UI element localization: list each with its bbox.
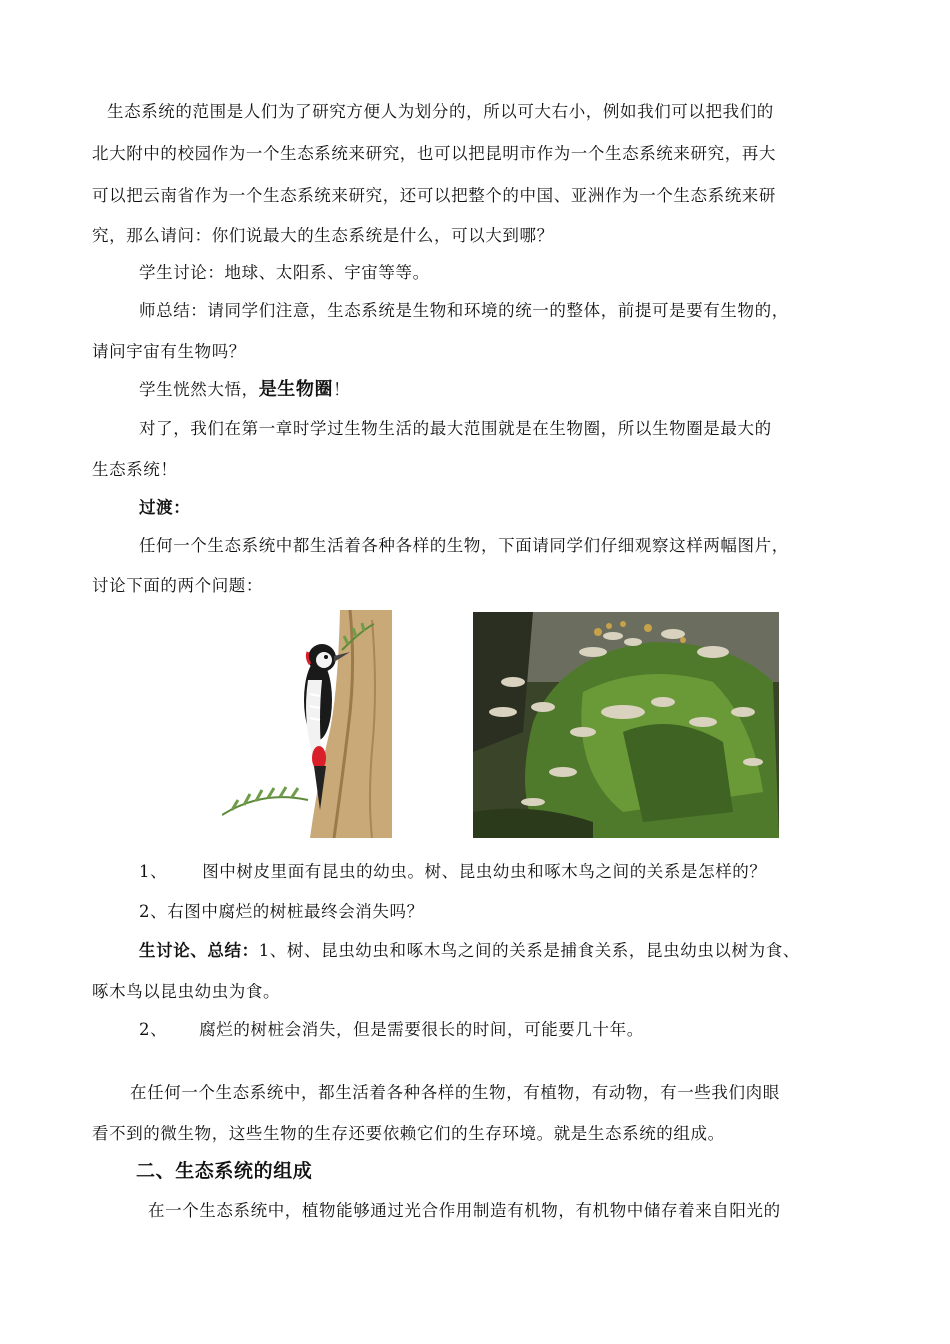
woodpecker-illustration bbox=[222, 610, 392, 838]
paragraph-line: 学生讨论：地球、太阳系、宇宙等等。 bbox=[139, 263, 430, 282]
item-number: 2、 bbox=[139, 1020, 168, 1039]
paragraph-line: 师总结：请同学们注意，生态系统是生物和环境的统一的整体，前提可是要有生物的， bbox=[139, 301, 789, 320]
paragraph-line: 生态系统！ bbox=[92, 460, 178, 479]
paragraph-line bbox=[139, 379, 350, 401]
rotting-stump-photo bbox=[473, 612, 779, 838]
paragraph-line: 在任何一个生态系统中，都生活着各种各样的生物，有植物，有动物，有一些我们肉眼 bbox=[130, 1083, 780, 1102]
summary-label: 生讨论、总结： bbox=[139, 941, 259, 960]
question-number: 1、 bbox=[139, 862, 168, 881]
text-run: 学生恍然大悟， bbox=[139, 380, 259, 399]
paragraph-line: 可以把云南省作为一个生态系统来研究，还可以把整个的中国、亚洲作为一个生态系统来研 bbox=[92, 186, 776, 205]
question-line bbox=[139, 861, 767, 883]
paragraph-line: 生态系统的范围是人们为了研究方便人为划分的，所以可大右小，例如我们可以把我们的 bbox=[107, 102, 774, 121]
question-line: 2、右图中腐烂的树桩最终会消失吗？ bbox=[139, 902, 424, 921]
transition-label: 过渡： bbox=[139, 498, 191, 517]
text-run: 腐烂的树桩会消失，但是需要很长的时间，可能要几十年。 bbox=[199, 1020, 644, 1039]
paragraph-line: 请问宇宙有生物吗？ bbox=[92, 342, 246, 361]
paragraph-line bbox=[139, 1019, 644, 1041]
paragraph-line: 究，那么请问：你们说最大的生态系统是什么，可以大到哪？ bbox=[92, 226, 554, 245]
text-run: 1、树、昆虫幼虫和啄木鸟之间的关系是捕食关系，昆虫幼虫以树为食、 bbox=[258, 941, 800, 960]
paragraph-line: 任何一个生态系统中都生活着各种各样的生物，下面请同学们仔细观察这样两幅图片， bbox=[139, 536, 789, 555]
paragraph-line: 北大附中的校园作为一个生态系统来研究，也可以把昆明市作为一个生态系统来研究，再大 bbox=[92, 144, 776, 163]
question-text: 图中树皮里面有昆虫的幼虫。树、昆虫幼虫和啄木鸟之间的关系是怎样的？ bbox=[202, 862, 767, 881]
woodpecker-figure bbox=[222, 610, 392, 838]
text-run: ！ bbox=[333, 380, 351, 399]
section-heading: 二、生态系统的组成 bbox=[136, 1160, 313, 1182]
paragraph-line bbox=[139, 940, 800, 962]
paragraph-line: 对了，我们在第一章时学过生物生活的最大范围就是在生物圈，所以生物圈是最大的 bbox=[139, 419, 772, 438]
paragraph-line: 看不到的微生物，这些生物的生存还要依赖它们的生存环境。就是生态系统的组成。 bbox=[92, 1124, 725, 1143]
paragraph-line: 啄木鸟以昆虫幼虫为食。 bbox=[92, 982, 281, 1001]
emphasis-text: 是生物圈 bbox=[258, 379, 334, 400]
paragraph-line: 讨论下面的两个问题： bbox=[92, 576, 263, 595]
paragraph-line: 在一个生态系统中，植物能够通过光合作用制造有机物，有机物中储存着来自阳光的 bbox=[148, 1201, 781, 1220]
stump-figure bbox=[473, 612, 779, 838]
